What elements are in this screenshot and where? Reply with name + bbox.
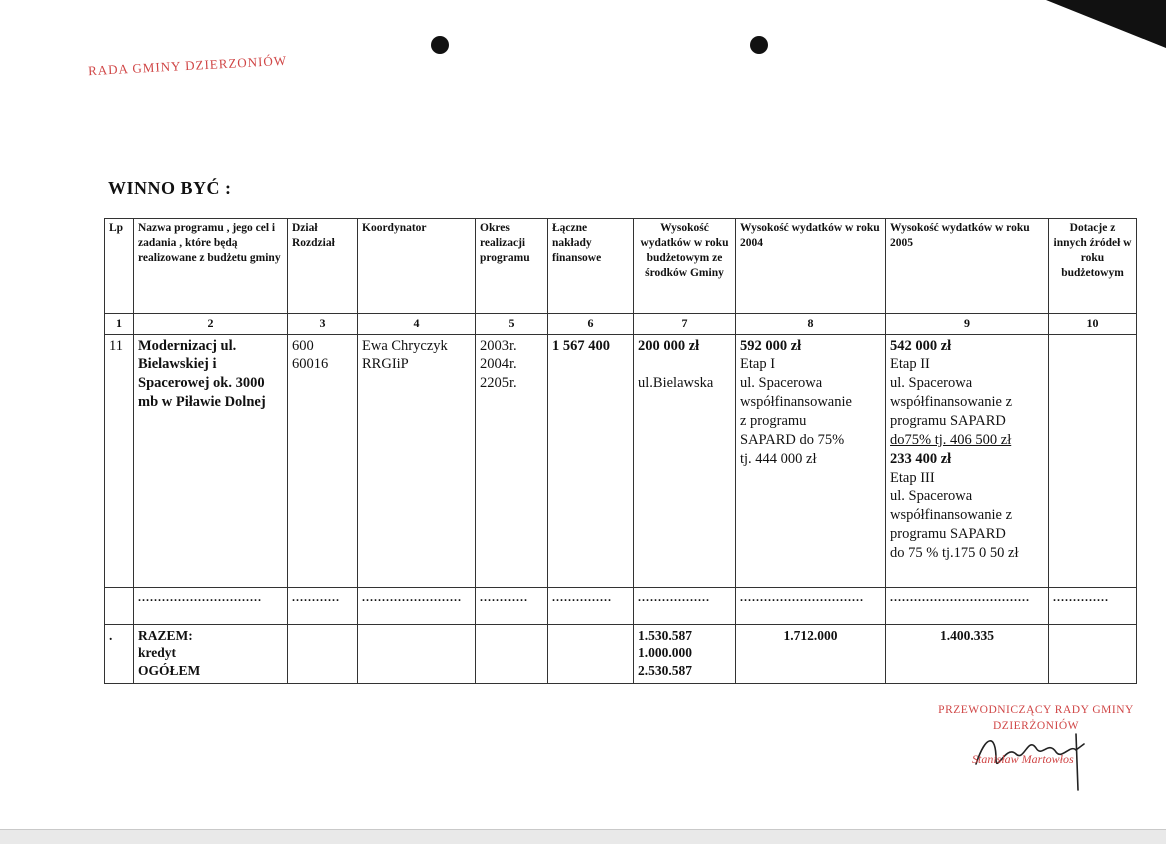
column-number: 5 bbox=[476, 314, 548, 335]
header-period: Okres realizacji programu bbox=[476, 219, 548, 314]
row-gmina-place: ul.Bielawska bbox=[638, 375, 714, 392]
total-empty-cell bbox=[548, 624, 634, 683]
header-gmina-expenses: Wysokość wydatków w roku budżetowym ze środków Gminy bbox=[634, 219, 736, 314]
scan-bottom-edge bbox=[0, 829, 1166, 844]
dotted-cell: ............................... bbox=[134, 587, 288, 624]
total-2004: 1.712.000 bbox=[736, 624, 886, 683]
scan-corner-shadow bbox=[1046, 0, 1166, 48]
row-gmina-cell bbox=[634, 334, 736, 587]
row-2005-line: Etap III bbox=[890, 469, 935, 486]
total-value: 2.530.587 bbox=[638, 662, 692, 678]
chairman-stamp-line: DZIERŻONIÓW bbox=[993, 720, 1079, 733]
row-2005-line: Etap II bbox=[890, 356, 930, 373]
row-2005-line: programu SAPARD bbox=[890, 526, 1006, 543]
chairman-stamp-line: PRZEWODNICZĄCY RADY GMINY bbox=[938, 704, 1134, 716]
punch-hole-right bbox=[750, 36, 768, 54]
row-2005-line: ul. Spacerowa bbox=[890, 375, 973, 392]
row-period-year: 2004r. bbox=[480, 356, 517, 373]
column-number: 7 bbox=[634, 314, 736, 335]
total-labels-cell bbox=[134, 624, 288, 683]
row-period-year: 2205r. bbox=[480, 375, 517, 392]
row-2005-cell bbox=[886, 334, 1049, 587]
total-value: 1.000.000 bbox=[638, 645, 692, 661]
row-2005-amount: 233 400 zł bbox=[890, 450, 952, 467]
total-empty-cell bbox=[476, 624, 548, 683]
header-other-grants: Dotacje z innych źródeł w roku budżetowym bbox=[1049, 219, 1137, 314]
dotted-cell: .............. bbox=[1049, 587, 1137, 624]
row-lp: 11 bbox=[105, 334, 134, 587]
dotted-cell: ............ bbox=[288, 587, 358, 624]
table-header-row bbox=[105, 219, 1137, 314]
dotted-cell bbox=[105, 587, 134, 624]
row-2005-line: do 75 % tj.175 0 50 zł bbox=[890, 544, 1019, 561]
column-number: 4 bbox=[358, 314, 476, 335]
dotted-row bbox=[105, 587, 1137, 624]
row-2005-line: współfinansowanie z bbox=[890, 507, 1013, 524]
row-2004-line: ul. Spacerowa bbox=[740, 375, 823, 392]
row-other-grants bbox=[1049, 334, 1137, 587]
page-title: WINNO BYĆ : bbox=[108, 178, 232, 198]
row-2004-line: z programu bbox=[740, 412, 807, 429]
row-2004-line: Etap I bbox=[740, 356, 776, 373]
budget-table bbox=[104, 218, 1137, 684]
column-number: 8 bbox=[736, 314, 886, 335]
signature-name: Stanisław Martowłos bbox=[972, 752, 1074, 766]
dotted-cell: ................................... bbox=[886, 587, 1049, 624]
row-program-name: Modernizacj ul. Bielawskiej i Spacerowej ok. 3000 mb w Piławie Dolnej bbox=[134, 334, 288, 587]
row-2004-line: tj. 444 000 zł bbox=[740, 450, 817, 467]
row-coordinator: Ewa Chryczyk RRGIiP bbox=[358, 334, 476, 587]
dotted-cell: ............ bbox=[476, 587, 548, 624]
row-2005-amount: 542 000 zł bbox=[890, 337, 952, 354]
column-number: 2 bbox=[134, 314, 288, 335]
table-row bbox=[105, 334, 1137, 587]
row-rozdzial: 60016 bbox=[292, 356, 329, 373]
row-2004-cell bbox=[736, 334, 886, 587]
column-number: 6 bbox=[548, 314, 634, 335]
total-empty-cell bbox=[288, 624, 358, 683]
row-2004-line: SAPARD do 75% bbox=[740, 431, 845, 448]
punch-hole-left bbox=[431, 36, 449, 54]
column-number: 1 bbox=[105, 314, 134, 335]
dotted-cell: .................. bbox=[634, 587, 736, 624]
column-number: 3 bbox=[288, 314, 358, 335]
total-label: OGÓŁEM bbox=[138, 662, 201, 678]
header-lp: Lp bbox=[105, 219, 134, 314]
council-stamp-top: RADA GMINY DZIERZONIÓW bbox=[87, 52, 288, 79]
total-2005: 1.400.335 bbox=[886, 624, 1049, 683]
row-gmina-amount: 200 000 zł bbox=[638, 337, 700, 354]
total-value: 1.530.587 bbox=[638, 627, 692, 643]
row-2004-line: współfinansowanie bbox=[740, 394, 852, 411]
row-total-costs: 1 567 400 bbox=[548, 334, 634, 587]
header-coordinator: Koordynator bbox=[358, 219, 476, 314]
row-2004-amount: 592 000 zł bbox=[740, 337, 802, 354]
total-label: kredyt bbox=[138, 645, 177, 661]
total-gmina-cell bbox=[634, 624, 736, 683]
header-2004-expenses: Wysokość wydatków w roku 2004 bbox=[736, 219, 886, 314]
total-row bbox=[105, 624, 1137, 683]
header-program-name: Nazwa programu , jego cel i zadania , które będą realizowane z budżetu gminy bbox=[134, 219, 288, 314]
dotted-cell: ............... bbox=[548, 587, 634, 624]
column-number: 9 bbox=[886, 314, 1049, 335]
row-2005-line: współfinansowanie z bbox=[890, 394, 1013, 411]
row-period-cell bbox=[476, 334, 548, 587]
row-dzial-cell bbox=[288, 334, 358, 587]
column-number: 10 bbox=[1049, 314, 1137, 335]
dotted-cell: ......................... bbox=[358, 587, 476, 624]
header-2005-expenses: Wysokość wydatków w roku 2005 bbox=[886, 219, 1049, 314]
column-number-row bbox=[105, 314, 1137, 335]
row-period-year: 2003r. bbox=[480, 337, 517, 354]
total-empty-cell bbox=[1049, 624, 1137, 683]
row-2005-line: programu SAPARD bbox=[890, 412, 1006, 429]
total-empty-cell bbox=[358, 624, 476, 683]
row-2005-underlined-line: do75% tj. 406 500 zł bbox=[890, 431, 1012, 448]
total-lp: . bbox=[105, 624, 134, 683]
header-total-costs: Łączne nakłady finansowe bbox=[548, 219, 634, 314]
dotted-cell: ............................... bbox=[736, 587, 886, 624]
row-dzial: 600 bbox=[292, 337, 314, 354]
row-2005-line: ul. Spacerowa bbox=[890, 488, 973, 505]
header-dzial: Dział Rozdział bbox=[288, 219, 358, 314]
total-label: RAZEM: bbox=[138, 627, 193, 643]
